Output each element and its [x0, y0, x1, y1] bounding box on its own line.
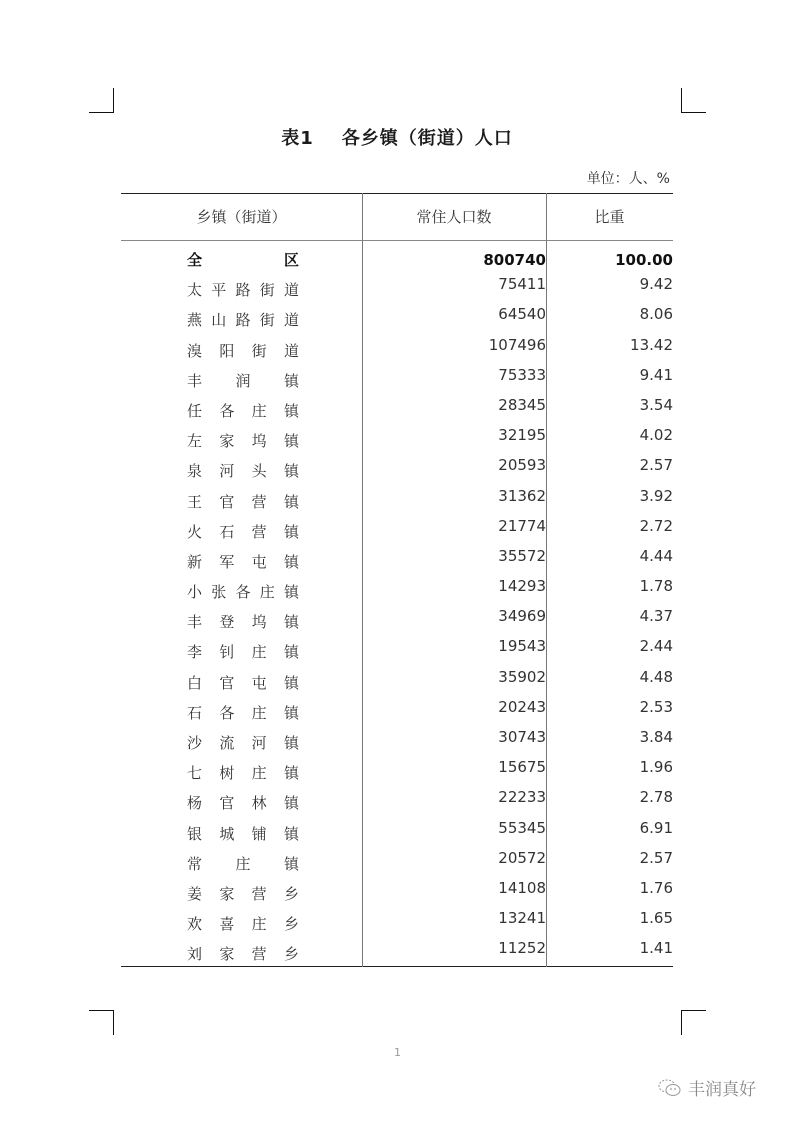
table-row: [121, 305, 673, 335]
township-name: [187, 641, 299, 662]
name-char: 营: [251, 884, 267, 903]
name-char: 镇: [283, 613, 299, 632]
township-name: [187, 672, 299, 693]
table-row: [121, 577, 673, 607]
population-value: 30743: [498, 728, 546, 746]
share-value: 3.92: [639, 486, 673, 505]
crop-mark-bottom-left: [89, 1010, 114, 1035]
share-value: 3.54: [639, 395, 673, 414]
township-name: [187, 551, 299, 572]
share-value: 2.72: [639, 516, 673, 535]
table-row: [121, 668, 673, 698]
township-name: [187, 702, 299, 723]
table-header: [121, 193, 673, 240]
name-char: 区: [283, 251, 299, 269]
header-population: 常住人口数: [416, 208, 492, 226]
name-char: 镇: [283, 703, 299, 722]
township-name: [187, 279, 299, 300]
name-char: 银: [187, 824, 203, 843]
name-char: 营: [251, 522, 267, 541]
table-row: [121, 456, 673, 486]
name-char: 镇: [283, 583, 299, 602]
name-char: 左: [187, 432, 203, 451]
name-char: 镇: [283, 371, 299, 390]
table-row: [121, 275, 673, 305]
township-name: [187, 943, 299, 964]
name-char: 李: [187, 643, 203, 662]
name-char: 石: [187, 703, 203, 722]
share-value: 4.02: [639, 426, 673, 445]
table-row: [121, 849, 673, 879]
name-char: 山: [211, 311, 227, 330]
name-char: 河: [251, 734, 267, 752]
name-char: 新: [187, 552, 203, 571]
name-char: 王: [187, 492, 203, 511]
township-name: [187, 309, 299, 330]
population-value: 14108: [498, 878, 546, 897]
name-char: 镇: [283, 643, 299, 662]
name-char: 镇: [283, 401, 299, 420]
table-row: [121, 819, 673, 849]
name-char: 七: [187, 764, 203, 783]
population-value: 21774: [498, 516, 546, 535]
share-value: 1.41: [639, 939, 673, 958]
share-value: 1.65: [639, 909, 673, 928]
population-value: 20593: [498, 456, 546, 475]
table-row: [121, 487, 673, 517]
name-char: 平: [211, 281, 227, 300]
share-value: 2.44: [639, 637, 673, 656]
name-char: 官: [219, 492, 235, 511]
name-char: 庄: [251, 703, 267, 722]
township-name: [187, 430, 299, 451]
township-name: [187, 581, 299, 602]
share-value: 2.53: [639, 697, 673, 716]
name-char: 铺: [251, 824, 267, 843]
name-char: 屯: [251, 673, 267, 692]
name-char: 钊: [219, 643, 235, 662]
name-char: 庄: [251, 915, 267, 934]
share-value: 8.06: [639, 305, 673, 324]
population-value: 75411: [498, 275, 546, 294]
name-char: 家: [219, 945, 235, 964]
population-value: 19543: [498, 637, 546, 656]
table-row: [121, 366, 673, 396]
name-char: 镇: [283, 522, 299, 541]
table-header-rule: [121, 240, 673, 241]
township-name: [187, 611, 299, 632]
population-value: 20243: [498, 697, 546, 716]
name-char: 街: [259, 311, 275, 330]
share-value: 3.84: [639, 728, 673, 746]
name-char: 登: [219, 613, 235, 632]
name-char: 各: [219, 703, 235, 722]
watermark-text: 丰润真好: [688, 1080, 756, 1100]
share-value: 100.00: [615, 251, 673, 269]
share-value: 13.42: [630, 335, 673, 354]
header-share: 比重: [594, 208, 625, 226]
name-char: 润: [235, 371, 251, 390]
table-row: [121, 879, 673, 909]
population-value: 75333: [498, 365, 546, 384]
name-char: 家: [219, 432, 235, 451]
name-char: 道: [283, 341, 299, 360]
share-value: 1.78: [639, 577, 673, 596]
share-value: 2.78: [639, 788, 673, 807]
name-char: 全: [187, 251, 203, 269]
name-char: 火: [187, 522, 203, 541]
table-row: [121, 547, 673, 577]
name-char: 官: [219, 794, 235, 813]
name-char: 头: [251, 462, 267, 481]
name-char: 城: [219, 824, 235, 843]
township-name: [187, 853, 299, 874]
table-row: [121, 758, 673, 788]
population-value: 20572: [498, 848, 546, 867]
population-value: 35572: [498, 546, 546, 565]
population-value: 107496: [488, 335, 546, 354]
name-char: 路: [235, 281, 251, 300]
share-value: 9.41: [639, 365, 673, 384]
name-char: 刘: [187, 945, 203, 964]
share-value: 4.37: [639, 607, 673, 626]
table-row: [121, 396, 673, 426]
name-char: 小: [187, 583, 203, 602]
name-char: 乡: [283, 915, 299, 934]
township-name: [187, 883, 299, 904]
unit-label: 单位：人、%: [586, 171, 670, 187]
wechat-icon: [658, 1079, 682, 1097]
township-name: [187, 370, 299, 391]
name-char: 镇: [283, 824, 299, 843]
township-name: [187, 913, 299, 934]
name-char: 营: [251, 492, 267, 511]
township-name: [187, 491, 299, 512]
name-char: 军: [219, 552, 235, 571]
name-char: 沙: [187, 734, 203, 752]
crop-mark-bottom-right: [681, 1010, 706, 1035]
table-title-text: 各乡镇（街道）人口: [341, 128, 513, 149]
name-char: 张: [211, 583, 227, 602]
name-char: 屯: [251, 552, 267, 571]
table-number: 表1: [281, 128, 314, 149]
name-char: 道: [283, 311, 299, 330]
name-char: 坞: [251, 432, 267, 451]
name-char: 任: [187, 401, 203, 420]
township-name: [187, 732, 299, 753]
township-name: [187, 823, 299, 844]
table-row: [121, 939, 673, 969]
table-row: [121, 788, 673, 818]
name-char: 街: [251, 341, 267, 360]
share-value: 2.57: [639, 456, 673, 475]
population-value: 15675: [498, 758, 546, 777]
name-char: 溴: [187, 341, 203, 360]
name-char: 道: [283, 281, 299, 300]
name-char: 乡: [283, 945, 299, 964]
population-value: 31362: [498, 486, 546, 505]
table-body: [121, 245, 673, 970]
share-value: 4.44: [639, 546, 673, 565]
name-char: 林: [251, 794, 267, 813]
name-char: 路: [235, 311, 251, 330]
share-value: 4.48: [639, 667, 673, 686]
name-char: 镇: [283, 794, 299, 813]
township-name: [187, 249, 299, 270]
name-char: 家: [219, 884, 235, 903]
name-char: 镇: [283, 734, 299, 752]
name-char: 石: [219, 522, 235, 541]
table-row-total: [121, 245, 673, 275]
name-char: 河: [219, 462, 235, 481]
name-char: 阳: [219, 341, 235, 360]
table-row: [121, 607, 673, 637]
name-char: 镇: [283, 462, 299, 481]
population-value: 55345: [498, 818, 546, 837]
name-char: 街: [259, 281, 275, 300]
name-char: 太: [187, 281, 203, 300]
name-char: 镇: [283, 764, 299, 783]
header-name: 乡镇（街道）: [196, 208, 287, 226]
table-row: [121, 728, 673, 758]
township-name: [187, 340, 299, 361]
name-char: 丰: [187, 613, 203, 632]
township-name: [187, 460, 299, 481]
table-row: [121, 336, 673, 366]
table-row: [121, 426, 673, 456]
name-char: 庄: [251, 764, 267, 783]
name-char: 流: [219, 734, 235, 752]
name-char: 庄: [251, 643, 267, 662]
name-char: 欢: [187, 915, 203, 934]
page-number: 1: [394, 1046, 401, 1059]
table-row: [121, 517, 673, 547]
township-name: [187, 521, 299, 542]
table-title: [0, 124, 794, 150]
watermark: [658, 1075, 756, 1100]
name-char: 姜: [187, 884, 203, 903]
population-value: 64540: [498, 305, 546, 324]
name-char: 庄: [251, 401, 267, 420]
name-char: 镇: [283, 552, 299, 571]
name-char: 泉: [187, 462, 203, 481]
table-row: [121, 637, 673, 667]
name-char: 杨: [187, 794, 203, 813]
share-value: 1.96: [639, 758, 673, 777]
name-char: 各: [235, 583, 251, 602]
table-row: [121, 698, 673, 728]
population-value: 22233: [498, 788, 546, 807]
share-value: 2.57: [639, 848, 673, 867]
name-char: 庄: [259, 583, 275, 602]
name-char: 镇: [283, 432, 299, 451]
name-char: 官: [219, 673, 235, 692]
name-char: 白: [187, 673, 203, 692]
name-char: 常: [187, 854, 203, 873]
township-name: [187, 762, 299, 783]
share-value: 1.76: [639, 878, 673, 897]
population-value: 13241: [498, 909, 546, 928]
population-value: 34969: [498, 607, 546, 626]
name-char: 丰: [187, 371, 203, 390]
population-value: 14293: [498, 577, 546, 596]
name-char: 燕: [187, 311, 203, 330]
share-value: 6.91: [639, 818, 673, 837]
name-char: 镇: [283, 492, 299, 511]
crop-mark-top-right: [681, 88, 706, 113]
population-value: 11252: [498, 939, 546, 958]
population-value: 35902: [498, 667, 546, 686]
township-name: [187, 400, 299, 421]
crop-mark-top-left: [89, 88, 114, 113]
township-name: [187, 792, 299, 813]
population-value: 28345: [498, 395, 546, 414]
name-char: 树: [219, 764, 235, 783]
name-char: 庄: [235, 854, 251, 873]
name-char: 各: [219, 401, 235, 420]
population-value: 32195: [498, 426, 546, 445]
name-char: 营: [251, 945, 267, 964]
name-char: 坞: [251, 613, 267, 632]
name-char: 乡: [283, 884, 299, 903]
population-value: 800740: [483, 251, 546, 269]
name-char: 喜: [219, 915, 235, 934]
table-row: [121, 909, 673, 939]
name-char: 镇: [283, 854, 299, 873]
name-char: 镇: [283, 673, 299, 692]
share-value: 9.42: [639, 275, 673, 294]
